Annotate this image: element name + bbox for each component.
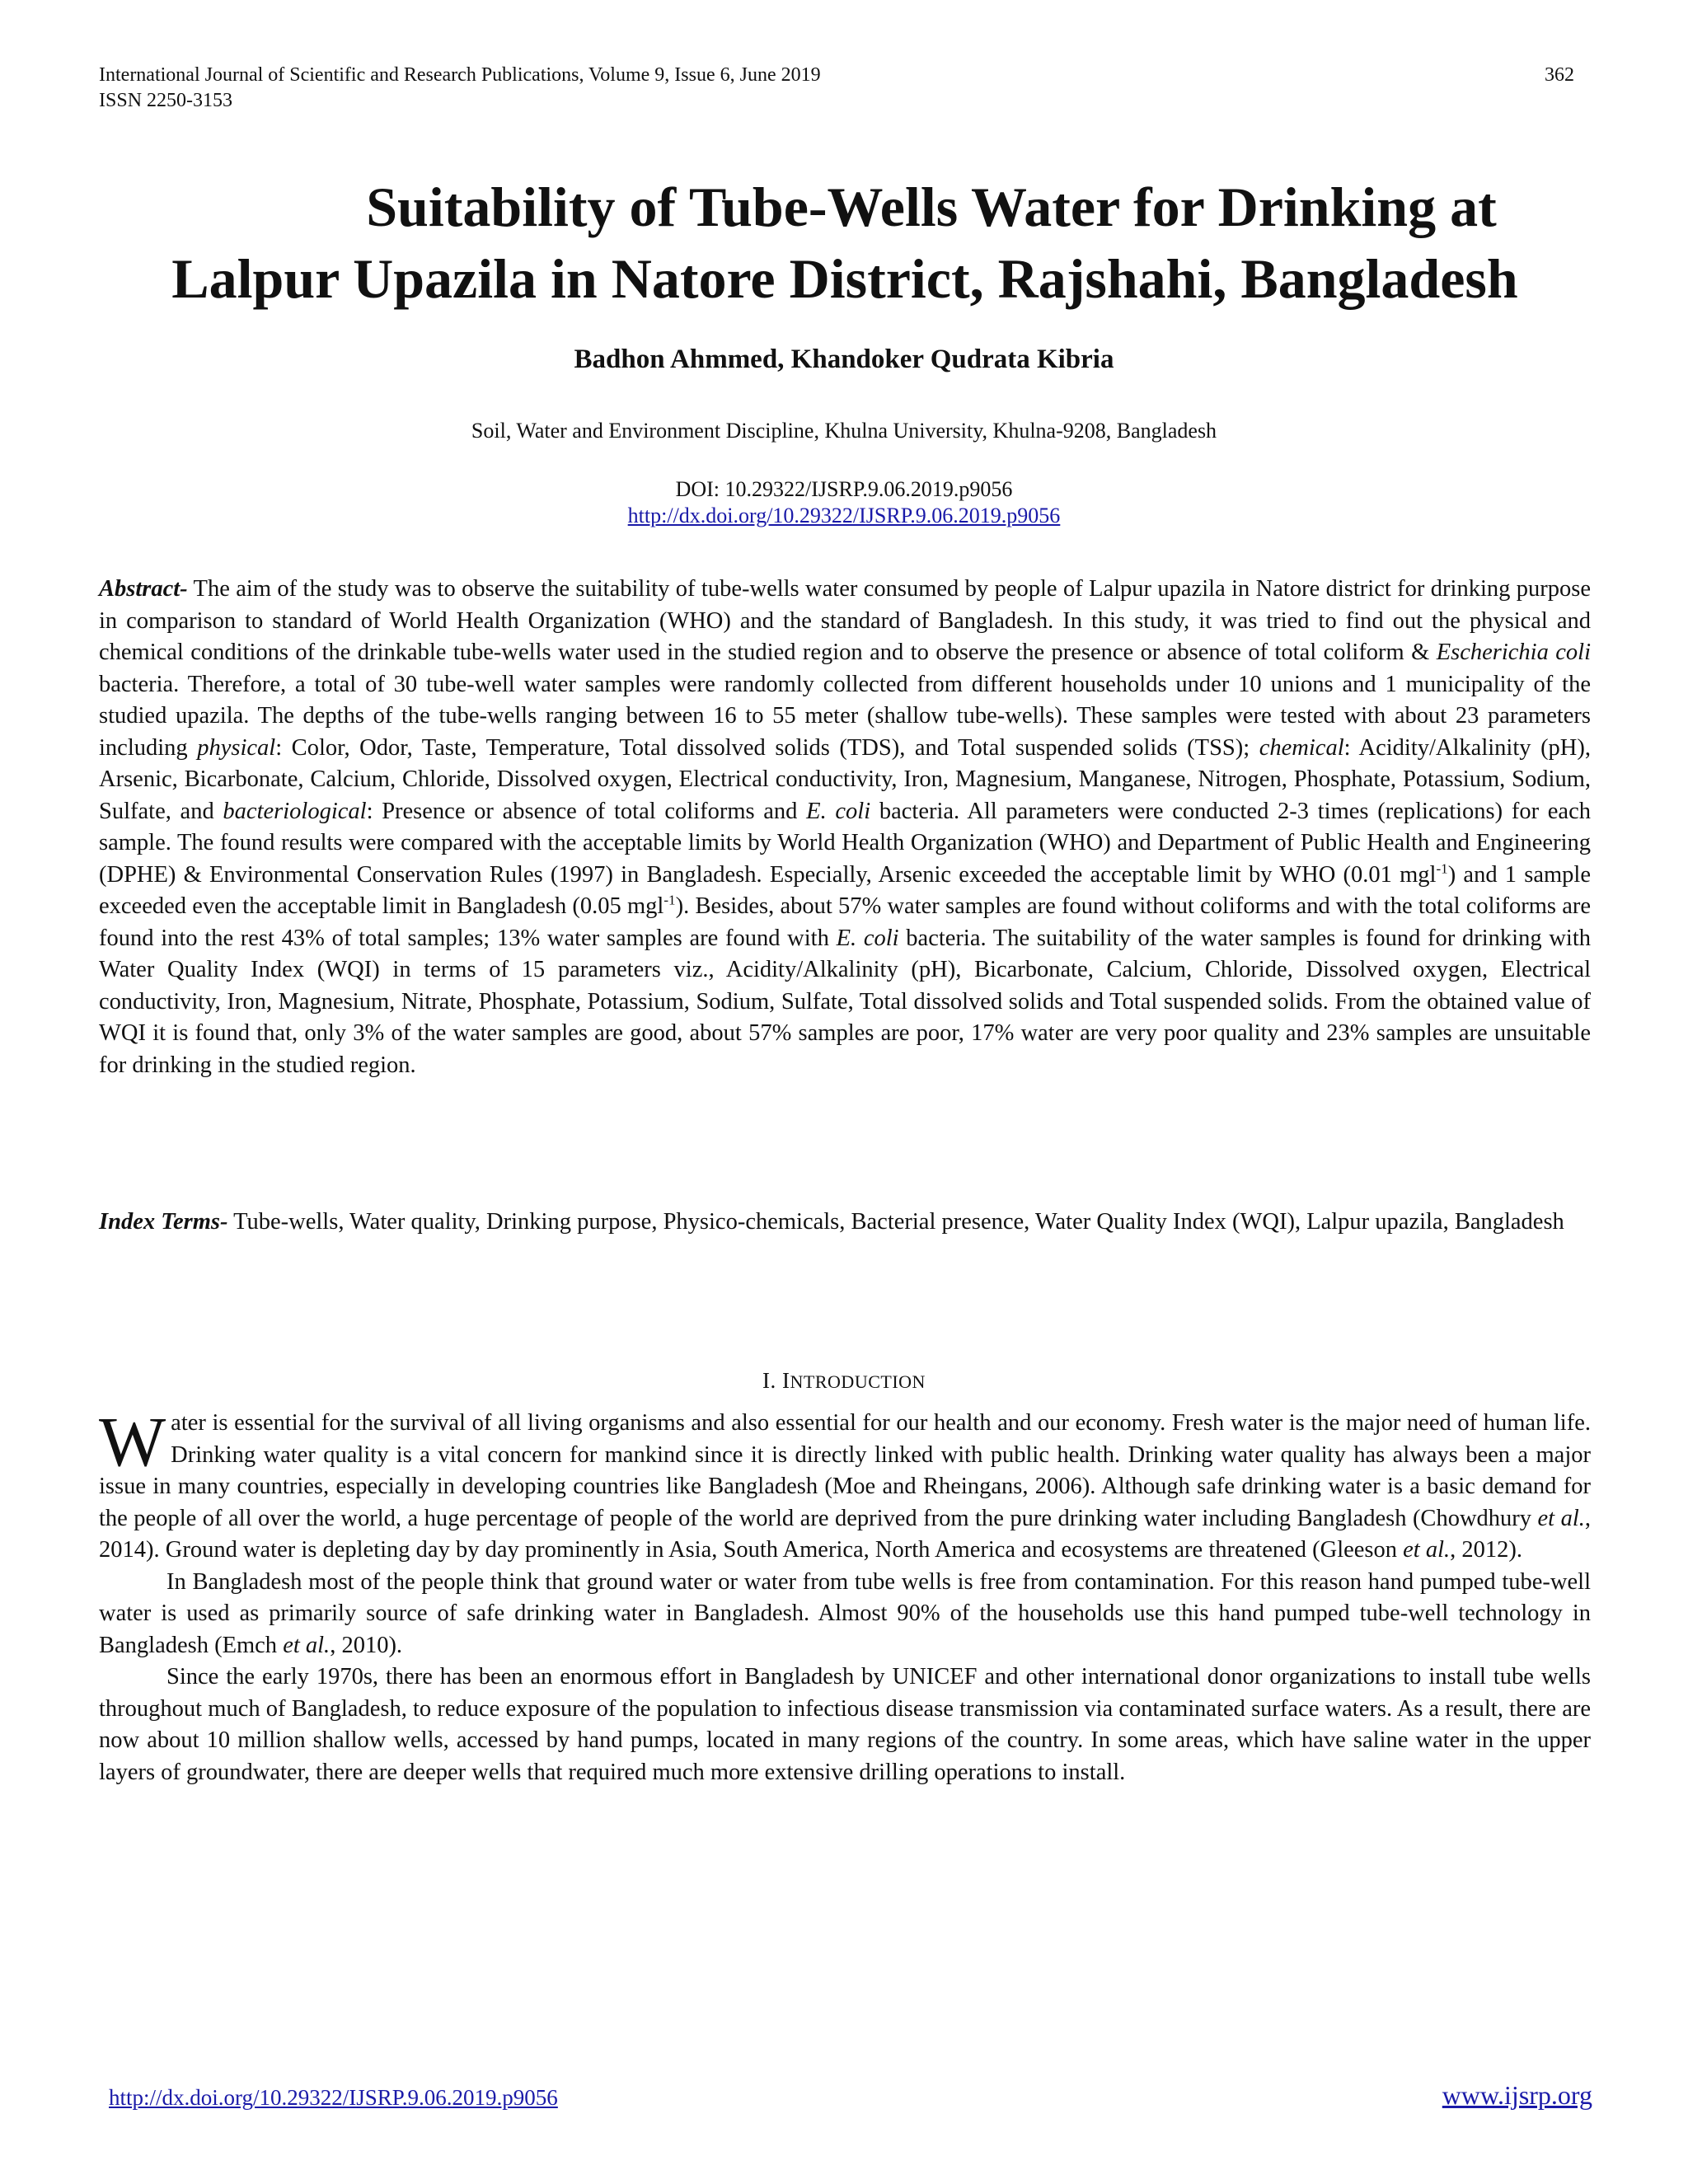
index-terms-text: Tube-wells, Water quality, Drinking purpose, Physico-chemicals, Bacterial presence, Water Quality Index (WQI), Lalpur upazila, Bangladesh [227, 1209, 1564, 1235]
journal-line: International Journal of Scientific and Research Publications, Volume 9, Issue 6, June 2019 [99, 64, 821, 86]
abstract-text: ). Besides, about 57% water samples are found without coliforms and with the total coliforms are found into the rest 43% of total samples; 13% water samples are found with [99, 893, 1592, 951]
intro-text: , 2012). [1450, 1537, 1523, 1563]
intro-text: ater is essential for the survival of all living organisms and also essential for our health and our economy. Fresh water is the major need of human life. Drinking water quality is a vital concern for mankind since it is directly linked with public health. Drinking water quality has always been a major issue in many countries, especially in developing countries like Bangladesh (Moe and Rheingans, 2006). Although safe drinking water is a basic demand for the people of all over the world, a huge percentage of people of the world are deprived from the pure drinking water including Bangladesh (Chowdhury [99, 1410, 1591, 1531]
superscript: -1 [1436, 860, 1448, 876]
abstract-text: bacteria. All parameters were conducted 2-3 times (replications) for each sample. The found results were compared with the acceptable limits by World Health Organization (WHO) and Department of Public Health and Engineering (DPHE) & Environmental Conservation Rules (1997) in Bangladesh. Especially, Arsenic exceeded the acceptable limit by WHO (0.01 mgl [99, 798, 1591, 888]
abstract-text: bacteria. The suitability of the water samples is found for drinking with Water Quality Index (WQI) in terms of 15 parameters viz., Acidity/Alkalinity (pH), Bicarbonate, Calcium, Chloride, Dissolved oxygen, Electrical conductivity, Iron, Magnesium, Nitrate, Phosphate, Potassium, Sodium, Sulfate, Total dissolved solids and Total suspended solids. From the obtained value of WQI it is found that, only 3% of the water samples are good, about 57% samples are poor, 17% water are very poor quality and 23% samples are unsuitable for drinking in the studied region. [99, 925, 1591, 1078]
intro-text: , 2014). Ground water is depleting day by day prominently in Asia, South America, North America and ecosystems are threatened (Gleeson [99, 1505, 1591, 1563]
affiliation: Soil, Water and Environment Discipline, Khulna University, Khulna-9208, Bangladesh [471, 419, 1217, 443]
abstract-text: ) and 1 sample exceeded even the acceptable limit in Bangladesh (0.05 mgl [99, 861, 1591, 919]
intro-paragraph-1 [99, 1402, 1591, 1567]
intro-paragraph-3: Since the early 1970s, there has been an enormous effort in Bangladesh by UNICEF and other international donor organizations to install tube wells throughout much of Bangladesh, to reduce exposure of the population to infectious disease transmission via contaminated surface waters. As a result, there are now about 10 million shallow wells, accessed by hand pumps, located in many regions of the country. In some areas, which have saline water in the upper layers of groundwater, there are deeper wells that required much more extensive drilling operations to install. [99, 1664, 1591, 1785]
citation-etal: et al. [1537, 1505, 1585, 1531]
paper-title [99, 171, 1591, 315]
abstract-species: Escherichia coli [1436, 640, 1591, 665]
index-terms-label: Index Terms- [99, 1209, 228, 1235]
abstract-text: bacteria. Therefore, a total of 30 tube-well water samples were randomly collected from different households under 10 unions and 1 municipality of the studied upazila. The depths of the tube-wells ranging between 16 to 55 meter (shallow tube-wells). These samples were tested with about 23 parameters including [99, 671, 1591, 761]
citation-etal: et al. [283, 1632, 331, 1658]
abstract [99, 574, 1591, 1081]
intro-paragraph-2 [99, 1567, 1591, 1662]
abstract-text: : Color, Odor, Taste, Temperature, Total dissolved solids (TDS), and Total suspended solids (TSS); [275, 734, 1259, 761]
drop-cap: W [99, 1402, 166, 1481]
footer-site-link[interactable]: www.ijsrp.org [1442, 2080, 1592, 2110]
abstract-text: : Presence or absence of total coliforms and [366, 798, 807, 824]
doi-block [0, 476, 1688, 529]
abstract-term: physical [197, 734, 276, 761]
intro-text: , 2010). [330, 1632, 403, 1658]
index-terms [99, 1207, 1591, 1239]
issn-line: ISSN 2250-3153 [99, 90, 233, 111]
running-header [99, 63, 1574, 114]
abstract-text: : Acidity/Alkalinity (pH), Arsenic, Bicarbonate, Calcium, Chloride, Dissolved oxygen, Electrical conductivity, Iron, Magnesium, Manganese, Nitrogen, Phosphate, Potassium, Sodium, Sulfate, and [99, 734, 1592, 824]
citation-etal: et al. [1403, 1537, 1451, 1563]
intro-text: In Bangladesh most of the people think that ground water or water from tube wells is free from contamination. For this reason hand pumped tube-well water is used as primarily source of safe drinking water in Bangladesh. Almost 90% of the households use this hand pumped tube-well technology in Bangladesh (Emch [99, 1568, 1591, 1658]
abstract-label: Abstract- [99, 576, 188, 602]
section-first-letter: I [782, 1368, 790, 1393]
abstract-text: The aim of the study was to observe the suitability of tube-wells water consumed by people of Lalpur upazila in Natore district for drinking purpose in comparison to standard of World Health Organization (WHO) and the standard of Bangladesh. In this study, it was tried to find out the physical and chemical conditions of the drinkable tube-wells water used in the studied region and to observe the presence or absence of total coliform & [99, 576, 1591, 665]
doi-link[interactable]: http://dx.doi.org/10.29322/IJSRP.9.06.2019.p9056 [627, 504, 1061, 527]
title-line-2: Lalpur Upazila in Natore District, Rajshahi, Bangladesh [171, 247, 1518, 310]
section-number: I. [762, 1368, 776, 1393]
page-number: 362 [1545, 64, 1574, 86]
introduction-body [99, 1402, 1591, 1788]
author-list: Badhon Ahmmed, Khandoker Qudrata Kibria [574, 344, 1114, 374]
abstract-species: E. coli [806, 798, 871, 824]
section-heading [0, 1368, 1688, 1394]
abstract-term: bacteriological [223, 798, 367, 824]
superscript: -1 [663, 892, 676, 908]
abstract-term: chemical [1259, 734, 1344, 761]
abstract-species: E. coli [836, 925, 899, 951]
doi-text: DOI: 10.29322/IJSRP.9.06.2019.p9056 [675, 477, 1013, 501]
title-line-1: Suitability of Tube-Wells Water for Drinking at [366, 176, 1497, 238]
section-title-rest: NTRODUCTION [790, 1371, 926, 1392]
footer-doi-link[interactable]: http://dx.doi.org/10.29322/IJSRP.9.06.2019.p9056 [109, 2085, 558, 2110]
